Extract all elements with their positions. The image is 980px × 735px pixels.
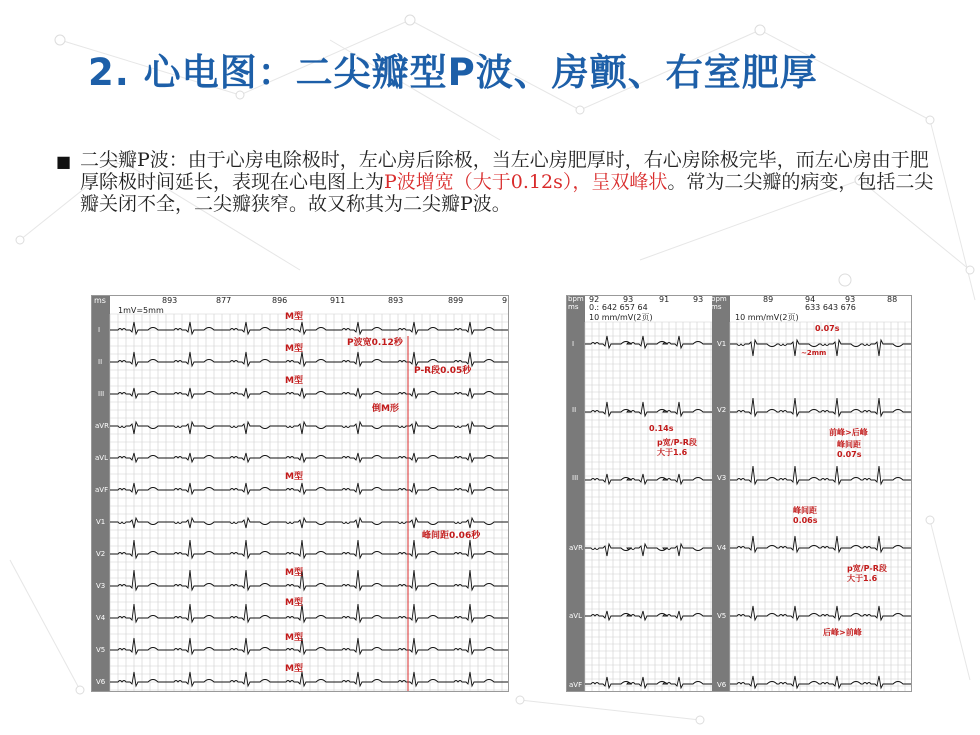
lead-label-v2: V2 (96, 550, 106, 558)
lead-label-v6: V6 (96, 678, 106, 686)
lead-label-avf: aVF (95, 486, 109, 494)
lead-label-i: I (98, 326, 101, 334)
ecg-right-rr-2: 93 (623, 295, 634, 304)
lead-column (712, 296, 730, 691)
m-type-label: M型 (285, 598, 303, 608)
ecg-right-header-bpm: bpm (568, 295, 584, 303)
ecg-right-rr-4: 93 (693, 295, 704, 304)
ecg-left-rr-6: 899 (448, 296, 464, 305)
lead-label-v4: V4 (717, 544, 727, 552)
bullet-text-part2: 。常为二尖瓣的病变，包括二尖瓣关闭不全，二尖瓣狭窄。故又称其为二尖瓣P波。 (80, 171, 934, 215)
pr-segment-annotation: P-R段0.05秒 (414, 366, 472, 376)
ecg-left-rr-4: 911 (330, 296, 346, 305)
ecg-right-scale-left: 10 mm/mV(2页) (589, 313, 653, 322)
ecg-right-rr-3: 91 (659, 295, 670, 304)
ecg-right-rr-1: 92 (589, 295, 600, 304)
lead-label-v1: V1 (96, 518, 106, 526)
lead-label-v2: V2 (717, 406, 727, 414)
bullet-text (80, 149, 940, 215)
lead-label-v3: V3 (96, 582, 106, 590)
lead-label-avr: aVR (569, 544, 583, 552)
ratio-annotation-left: p宽/P-R段 大于1.6 (657, 438, 697, 457)
ratio-annotation-right: p宽/P-R段 大于1.6 (847, 564, 887, 583)
ecg-right-interval-row-2: 633 643 676 (805, 303, 856, 312)
lead-label-v4: V4 (96, 614, 106, 622)
peak-distance-annotation-2: 峰间距 0.06s (793, 506, 818, 525)
peak-distance-annotation-1: 峰间距 0.07s (837, 440, 862, 459)
p-width-annotation: P波宽0.12秒 (347, 338, 403, 348)
m-type-label: M型 (285, 312, 303, 322)
lead-label-avr: aVR (95, 422, 109, 430)
ecg-right-interval-row-1: 0.ː 642 657 64 (589, 303, 648, 312)
m-shape-annotation: 倒M形 (372, 404, 399, 414)
bullet-text-highlight: P波增宽（大于0.12s），呈双峰状 (384, 171, 668, 193)
back-peak-annotation: 后峰>前峰 (823, 628, 862, 637)
lead-label-iii: III (572, 474, 579, 482)
ecg-left-traces (92, 296, 508, 691)
front-peak-annotation: 前峰>后峰 (829, 428, 868, 437)
ecg-left-header-ms: ms (94, 296, 106, 305)
ecg-right-scale-right: 10 mm/mV(2页) (735, 313, 799, 322)
ecg-right-rr-5: 89 (763, 295, 774, 304)
lead-label-i: I (572, 340, 575, 348)
lead-label-iii: III (98, 390, 105, 398)
ecg-right-image (566, 295, 912, 692)
lead-label-ii: II (572, 406, 577, 414)
ecg-left-rr-2: 877 (216, 296, 232, 305)
amplitude-2mm-annotation: ~2mm (801, 349, 827, 357)
lead-label-avf: aVF (569, 681, 583, 689)
lead-label-ii: II (98, 358, 103, 366)
ecg-right-rr-8: 88 (887, 295, 898, 304)
ecg-right-header-ms-2: ms (711, 303, 722, 311)
m-type-label: M型 (285, 472, 303, 482)
ecg-left-rr-5: 893 (388, 296, 404, 305)
bullet-square-icon: ■ (56, 152, 72, 171)
lead-label-v5: V5 (96, 646, 106, 654)
page-title: 2. 心电图：二尖瓣型P波、房颤、右室肥厚 (88, 51, 818, 94)
ecg-right-rr-6: 94 (805, 295, 816, 304)
lead-label-avl: aVL (95, 454, 108, 462)
ecg-right-header-bpm-2: bpm (711, 295, 727, 303)
ecg-left-rr-3: 896 (272, 296, 288, 305)
lead-label-v6: V6 (717, 681, 727, 689)
ecg-left-rr-1: 893 (162, 296, 178, 305)
ecg-left-rr-7: 9 (502, 296, 508, 305)
ecg-left-scale: 1mV=5mm (118, 306, 164, 315)
ecg-right-rr-7: 93 (845, 295, 856, 304)
m-type-label: M型 (285, 633, 303, 643)
m-type-label: M型 (285, 344, 303, 354)
lead-label-v5: V5 (717, 612, 727, 620)
lead-label-avl: aVL (569, 612, 582, 620)
bullet-text-part1: 二尖瓣P波：由于心房电除极时，左心房后除极，当左心房肥厚时，右心房除极完毕，而左心房由于肥厚除极时间延长，表现在心电图上为 (80, 149, 929, 193)
interval-007-annotation: 0.07s (815, 324, 840, 333)
ecg-background (92, 296, 508, 691)
peak-distance-annotation: 峰间距0.06秒 (422, 531, 481, 541)
ecg-right-header-ms: ms (568, 303, 579, 311)
m-type-label: M型 (285, 376, 303, 386)
lead-column (567, 296, 585, 691)
m-type-label: M型 (285, 568, 303, 578)
m-type-label: M型 (285, 664, 303, 674)
lead-label-v3: V3 (717, 474, 727, 482)
ecg-left-image (91, 295, 509, 692)
interval-014-annotation: 0.14s (649, 424, 674, 433)
lead-label-v1: V1 (717, 340, 727, 348)
